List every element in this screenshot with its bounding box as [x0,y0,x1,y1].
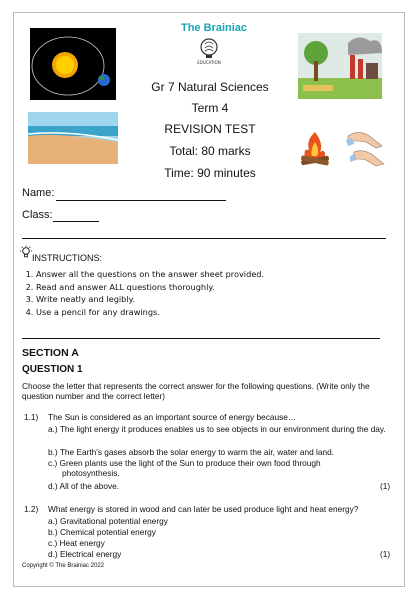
divider [22,238,386,239]
question-text: The Sun is considered as an important source of energy because… [48,412,297,422]
header-term: Term 4 [191,101,229,115]
instruction-item: 4. Use a pencil for any drawings. [36,306,264,319]
class-label: Class: [22,209,53,221]
name-field[interactable] [56,200,226,201]
answer-option: a.) The light energy it produces enables us to see objects in our environment during the day. [48,424,386,434]
question-mark: (1) [380,481,391,491]
question-number: 1.2) [24,504,39,514]
question-number: 1.1) [24,412,39,422]
instruction-item: 3. Write neatly and legibly. [36,293,264,306]
instruction-item: 1. Answer all the questions on the answer sheet provided. [36,268,264,281]
header-grade-subject: Gr 7 Natural Sciences [151,80,269,94]
environment-pollution-image [298,33,382,99]
section-title: SECTION A [22,347,79,359]
question-text: What energy is stored in wood and can later be used produce light and heat energy? [48,504,359,514]
sun-earth-orbit-image [30,28,116,100]
header-total-marks: Total: 80 marks [169,144,251,158]
answer-option: b.) The Earth's gases absorb the solar energy to warm the air, water and land. [48,447,334,457]
answer-option: a.) Gravitational potential energy [48,516,168,526]
campfire-image [298,130,332,168]
class-field[interactable] [53,221,99,222]
name-label: Name: [22,187,55,199]
question-intro: Choose the letter that represents the correct answer for the following questions. (Write only the question number and the correct letter) [22,381,370,402]
question-mark: (1) [380,549,391,559]
logo-text: EDUCATION [197,60,221,65]
header-time: Time: 90 minutes [164,166,256,180]
answer-option: d.) All of the above. [48,481,120,491]
brand-name: The Brainiac [180,22,248,34]
brainiac-logo-icon [194,36,224,66]
warming-hands-image [346,126,386,168]
lightbulb-icon [19,245,33,259]
answer-option: d.) Electrical energy [48,549,122,559]
instructions-list [22,268,264,318]
header-test-title: REVISION TEST [164,122,256,136]
question-title: QUESTION 1 [22,364,83,375]
beach-image [28,112,118,164]
answer-option: b.) Chemical potential energy [48,527,156,537]
divider [22,338,380,339]
copyright-text: Copyright © The Brainiac 2022 [22,563,105,569]
answer-option: c.) Heat energy [48,538,105,548]
answer-option: c.) Green plants use the light of the Sun to produce their own food through photosynthesis. [48,458,321,479]
instruction-item: 2. Read and answer ALL questions thoroughly. [36,281,264,294]
instructions-title: INSTRUCTIONS: [32,253,103,263]
